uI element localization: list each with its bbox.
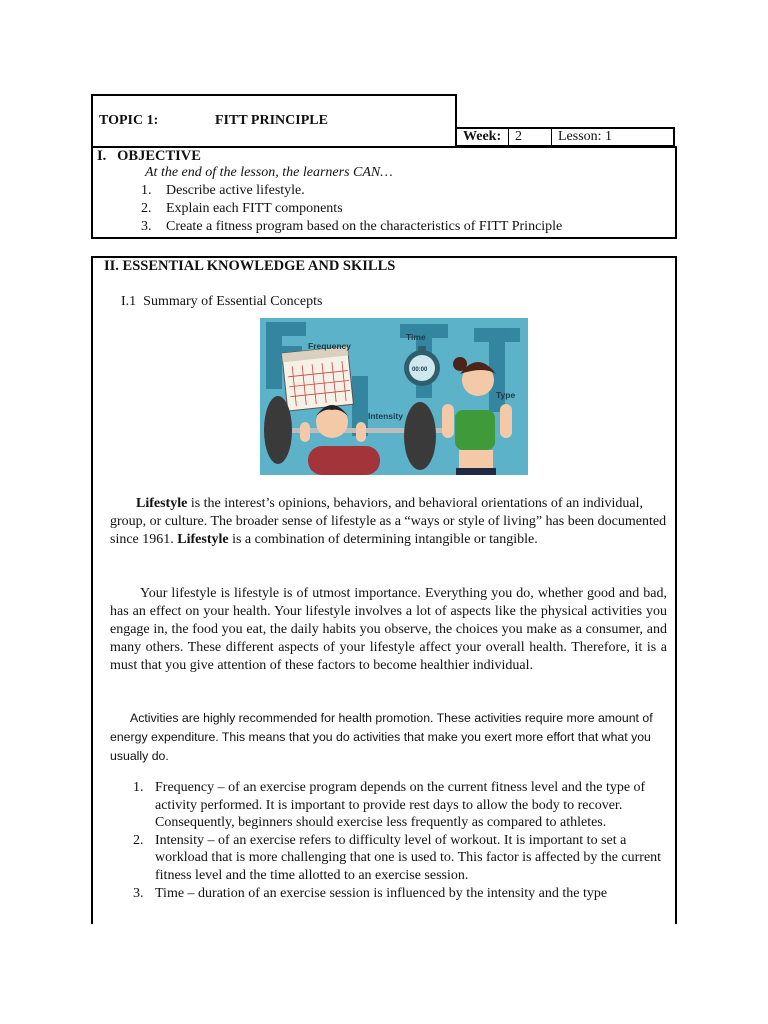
frequency-label: Frequency bbox=[308, 341, 351, 351]
fitt-illustration bbox=[260, 318, 528, 475]
topic-label: TOPIC 1: bbox=[99, 113, 159, 128]
objective-item: 3. Create a fitness program based on the characteristics of FITT Principle bbox=[141, 219, 563, 234]
type-label: Type bbox=[496, 390, 516, 400]
activities-paragraph: Activities are highly recommended for health promotion. These activities require more amount of energy expenditure. This means that you do activities that make you exert more effort that what you usually do. bbox=[110, 711, 653, 763]
lifestyle-importance-paragraph: Your lifestyle is lifestyle is of utmost importance. Everything you do, whether good and bad, has an effect on your health. Your lifestyle involves a lot of aspects like the physical activities you engage in, the food you eat, the daily habits you observe, the choices you make as a consumer, and many others. These different aspects of your lifestyle affect your overall health. Therefore, it is a must that you give attention of these factors to become healthier individual. bbox=[110, 586, 667, 673]
week-lesson-row bbox=[455, 127, 675, 146]
week-value: 2 bbox=[509, 129, 552, 145]
fitt-components-list bbox=[133, 779, 663, 902]
intensity-label: Intensity bbox=[368, 411, 403, 421]
time-label: Time bbox=[406, 332, 426, 342]
topic-title: FITT PRINCIPLE bbox=[215, 113, 328, 128]
week-label: Week: bbox=[457, 129, 509, 145]
objective-list bbox=[141, 182, 562, 236]
objective-item: 1. Describe active lifestyle. bbox=[141, 183, 305, 198]
objective-heading: I. OBJECTIVE bbox=[97, 148, 201, 164]
fitt-illustration-svg bbox=[260, 318, 528, 475]
list-item-frequency: 1. Frequency – of an exercise program depends on the current fitness level and the type of activity performed. It is important to provide rest days to allow the body to recover. Consequently, beginners should exercise less frequently as compared to athletes. bbox=[133, 780, 646, 831]
lifestyle-term: Lifestyle bbox=[177, 532, 229, 547]
subsection-heading: I.1 Summary of Essential Concepts bbox=[121, 294, 323, 309]
list-item-intensity: 2. Intensity – of an exercise refers to difficulty level of workout. It is important to set a workload that is more challenging that one is used to. This factor is affected by the current fitness level and the time allotted to an exercise session. bbox=[133, 832, 662, 883]
lesson-label: Lesson: 1 bbox=[558, 129, 613, 144]
lifestyle-term: Lifestyle bbox=[136, 496, 188, 511]
timer-readout: 00:00 bbox=[412, 367, 428, 373]
list-item-time: 3. Time – duration of an exercise session is influenced by the intensity and the type bbox=[133, 885, 608, 901]
objective-item: 2. Explain each FITT components bbox=[141, 201, 343, 216]
lifestyle-definition-paragraph: Lifestyle is the interest’s opinions, behaviors, and behavioral orientations of an individual, group, or culture. The broader sense of lifestyle as a “ways or style of living” has been documented since 1961. Lifestyle is a combination of determining intangible or tangible. bbox=[110, 496, 667, 547]
section-heading: II. ESSENTIAL KNOWLEDGE AND SKILLS bbox=[104, 258, 396, 274]
objective-lead: At the end of the lesson, the learners CAN… bbox=[145, 165, 393, 180]
